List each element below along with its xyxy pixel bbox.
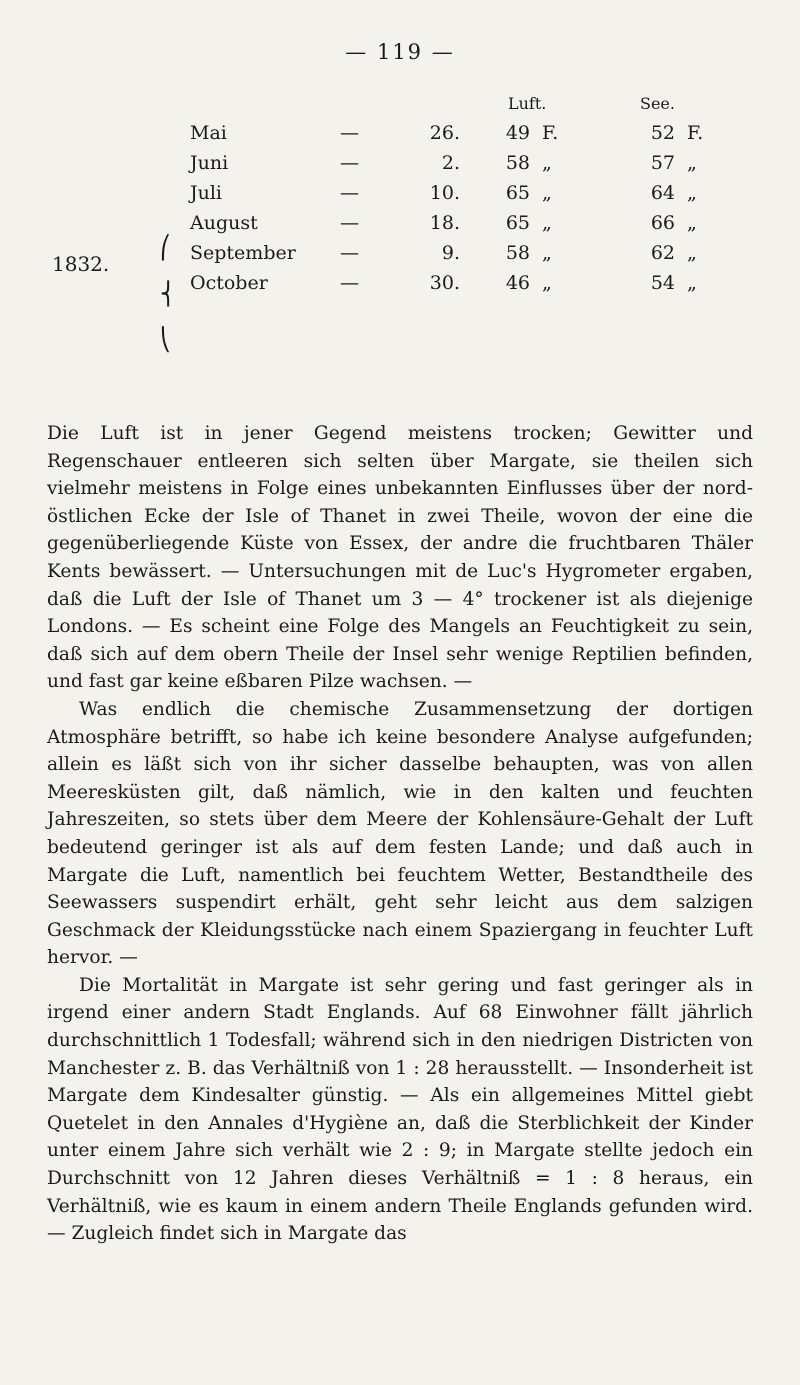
- cell-month: Juni: [190, 152, 229, 174]
- cell-day: 2.: [441, 152, 460, 174]
- cell-dash: —: [340, 122, 359, 144]
- cell-air: 46: [505, 272, 530, 294]
- table-row: [190, 182, 770, 212]
- cell-month: September: [190, 242, 296, 264]
- page-number: — 119 —: [345, 40, 455, 64]
- column-header-sea: See.: [640, 94, 675, 113]
- year-label: 1832.: [52, 252, 110, 276]
- cell-air: 65: [505, 182, 530, 204]
- cell-day: 18.: [429, 212, 460, 234]
- table-row: [190, 242, 770, 272]
- cell-day: 9.: [441, 242, 460, 264]
- table-row: [190, 152, 770, 182]
- cell-sea-unit: „: [687, 212, 697, 234]
- cell-sea-unit: „: [687, 242, 697, 264]
- cell-air-unit: „: [542, 242, 552, 264]
- cell-air: 49: [505, 122, 530, 144]
- paragraph: Was endlich die chemische Zusammensetzung der dortigen Atmosphäre betrifft, so habe ich keine besondere Analyse aufgefunden; allein es läßt sich von ihr sicher dasselbe behaupten, was von allen Meeresküsten gilt, daß nämlich, wie in den kalten und feuchten Jahreszeiten, so stets über dem Meere der Kohlensäure-Gehalt der Luft bedeutend geringer ist als auf dem festen Lande; und daß auch in Margate die Luft, namentlich bei feuchtem Wetter, Bestandtheile des Seewassers suspendirt erhält, geht sehr leicht aus dem salzigen Geschmack der Kleidungsstücke nach einem Spaziergang in feuchter Luft hervor. —: [47, 698, 753, 969]
- cell-dash: —: [340, 242, 359, 264]
- paragraph: Die Luft ist in jener Gegend meistens trocken; Gewitter und Regenschauer entleeren sich selten über Margate, sie theilen sich vielmehr meistens in Folge eines unbekannten Einflusses über der nord-östlichen Ecke der Isle of Thanet in zwei Theile, wovon der eine die gegenüberliegende Küste von Essex, der andre die fruchtbaren Thäler Kents bewässert. — Untersuchungen mit de Luc's Hygrometer ergaben, daß die Luft der Isle of Thanet um 3 — 4° trockener ist als diejenige Londons. — Es scheint eine Folge des Mangels an Feuchtigkeit zu sein, daß sich auf dem obern Theile der Insel sehr wenige Reptilien befinden, und fast gar keine eßbaren Pilze wachsen. —: [47, 423, 753, 693]
- cell-air-unit: „: [542, 152, 552, 174]
- cell-sea: 57: [650, 152, 675, 174]
- table-row: [190, 212, 770, 242]
- cell-sea: 66: [650, 212, 675, 234]
- cell-sea: 54: [650, 272, 675, 294]
- cell-sea-unit: „: [687, 182, 697, 204]
- table-row: [190, 272, 770, 302]
- cell-dash: —: [340, 182, 359, 204]
- cell-air-unit: F.: [542, 122, 559, 144]
- temperature-table: [40, 94, 770, 394]
- cell-month: Mai: [190, 122, 227, 144]
- cell-sea: 52: [650, 122, 675, 144]
- cell-day: 26.: [429, 122, 460, 144]
- cell-sea: 62: [650, 242, 675, 264]
- cell-air-unit: „: [542, 182, 552, 204]
- cell-day: 30.: [429, 272, 460, 294]
- paragraph: Die Mortalität in Margate ist sehr gering und fast geringer als in irgend einer andern Stadt Englands. Auf 68 Einwohner fällt jährlich durchschnittlich 1 Todesfall; während sich in den niedrigen Districten von Manchester z. B. das Verhältniß von 1 : 28 herausstellt. — Insonderheit ist Margate dem Kindesalter günstig. — Als ein allgemeines Mittel giebt Quetelet in den Annales d'Hygiène an, daß die Sterblichkeit der Kinder unter einem Jahre sich verhält wie 2 : 9; in Margate stellte jedoch ein Durchschnitt von 12 Jahren dieses Verhältniß = 1 : 8 heraus, ein Verhältniß, wie es kaum in einem andern Theile Englands gefunden wird. — Zugleich findet sich in Margate das: [47, 974, 753, 1245]
- cell-sea-unit: „: [687, 272, 697, 294]
- cell-month: August: [190, 212, 258, 234]
- cell-sea: 64: [650, 182, 675, 204]
- cell-month: October: [190, 272, 268, 294]
- cell-sea-unit: „: [687, 152, 697, 174]
- table-row: [190, 122, 770, 152]
- cell-air: 58: [505, 242, 530, 264]
- cell-air: 65: [505, 212, 530, 234]
- cell-dash: —: [340, 212, 359, 234]
- cell-month: Juli: [190, 182, 223, 204]
- brace-icon: ⎛ ⎨ ⎝: [160, 236, 177, 353]
- cell-dash: —: [340, 152, 359, 174]
- column-header-air: Luft.: [508, 94, 547, 113]
- cell-sea-unit: F.: [687, 122, 704, 144]
- cell-air: 58: [505, 152, 530, 174]
- cell-dash: —: [340, 272, 359, 294]
- cell-day: 10.: [429, 182, 460, 204]
- cell-air-unit: „: [542, 212, 552, 234]
- body-text: [47, 420, 753, 1248]
- cell-air-unit: „: [542, 272, 552, 294]
